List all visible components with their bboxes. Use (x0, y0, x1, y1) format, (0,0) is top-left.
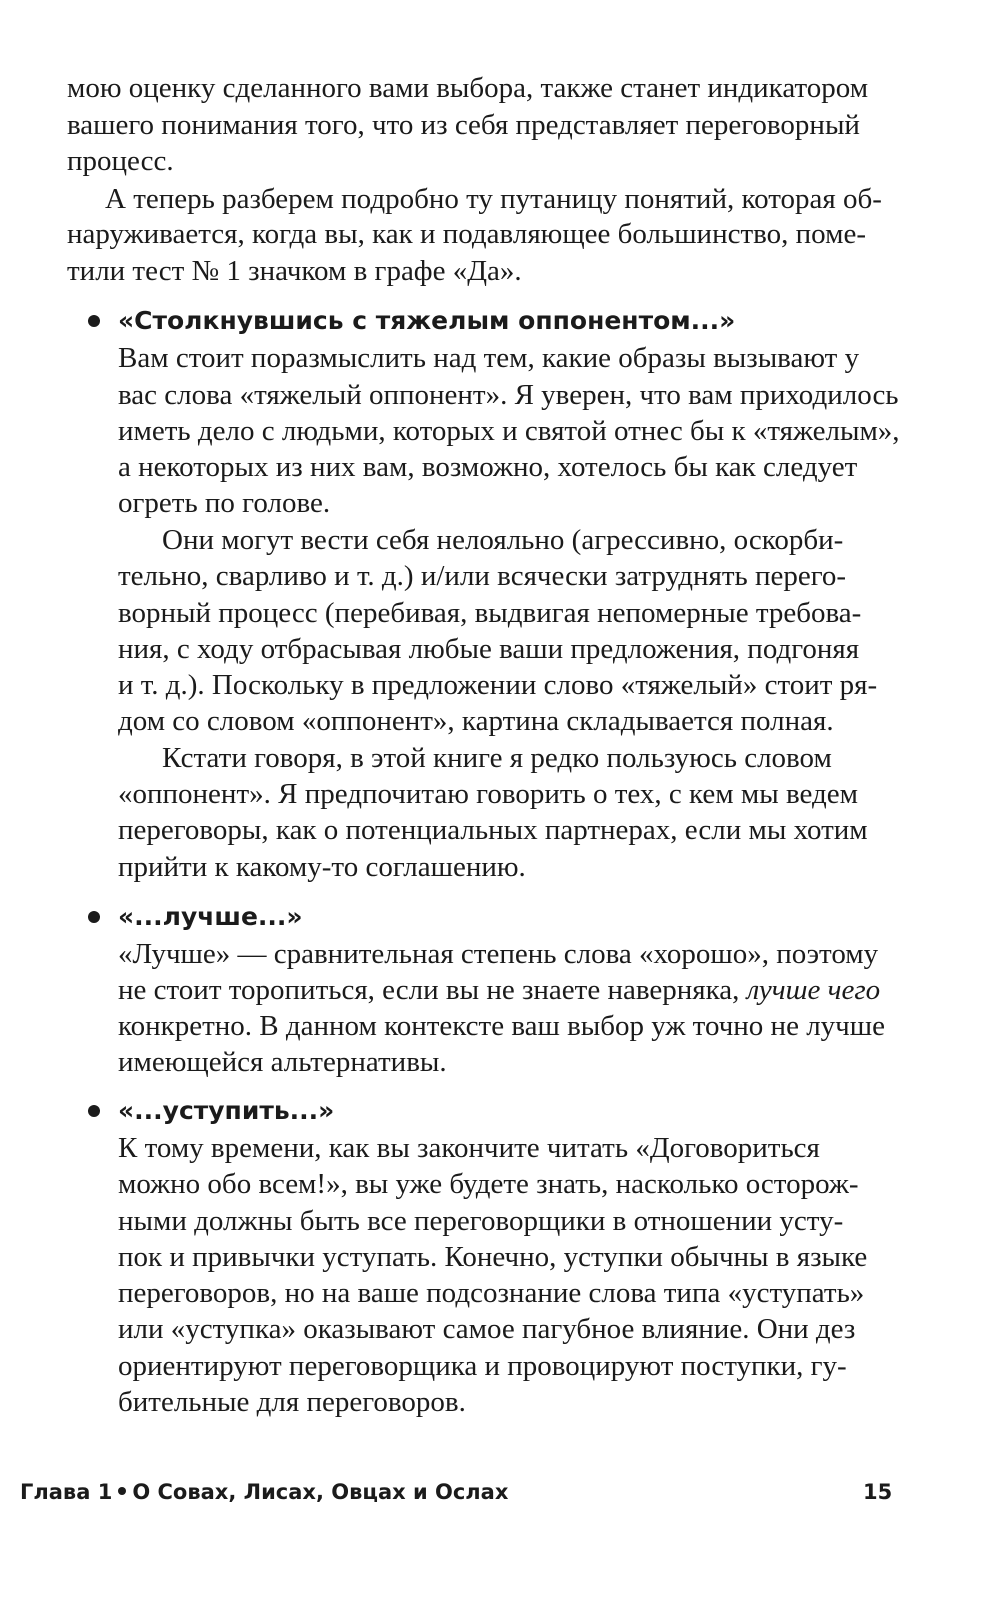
separator-dot-icon (118, 1487, 126, 1495)
text-line: имеющейся альтернативы. (118, 1046, 447, 1078)
text-line: и т. д.). Поскольку в предложении слово «тяжелый» стоит ря- (118, 669, 878, 701)
section-heading: «Столкнувшись с тяжелым оппонентом...» (118, 306, 736, 335)
text-line: мою оценку сделанного вами выбора, также станет индикатором (67, 72, 869, 104)
text-line: вас слова «тяжелый оппонент». Я уверен, что вам приходилось (118, 379, 899, 411)
text-line (118, 972, 880, 1008)
text-line: процесс. (67, 145, 174, 177)
text-line: бительные для переговоров. (118, 1386, 466, 1418)
text-line: переговоров, но на ваше подсознание слова типа «уступать» (118, 1277, 865, 1309)
text-line: ния, с ходу отбрасывая любые ваши предложения, подгоняя (118, 633, 860, 665)
text-line: а некоторых из них вам, возможно, хотелось бы как следует (118, 451, 858, 483)
text-line: иметь дело с людьми, которых и святой отнес бы к «тяжелым», (118, 415, 900, 447)
section-heading: «...лучше...» (118, 902, 303, 931)
text-line: «оппонент». Я предпочитаю говорить о тех, с кем мы ведем (118, 778, 858, 810)
bullet-icon (88, 1105, 100, 1117)
text-line: «Лучше» — сравнительная степень слова «хорошо», поэтому (118, 938, 879, 970)
text-line: прийти к какому-то соглашению. (118, 851, 526, 883)
text-line: ворный процесс (перебивая, выдвигая непомерные требова- (118, 597, 862, 629)
chapter-title: О Совах, Лисах, Овцах и Ослах (132, 1480, 509, 1504)
text-line: К тому времени, как вы закончите читать «Договориться (118, 1132, 820, 1164)
page-number: 15 (863, 1480, 893, 1504)
text-line: ориентируют переговорщика и провоцируют поступки, гу- (118, 1350, 847, 1382)
text-line: Они могут вести себя нелояльно (агрессивно, оскорби- (162, 524, 844, 556)
bullet-icon (88, 315, 100, 327)
running-footer (20, 1478, 508, 1506)
text-line: тили тест № 1 значком в графе «Да». (67, 255, 522, 287)
text-line: огреть по голове. (118, 487, 331, 519)
text-line: пок и привычки уступать. Конечно, уступки обычны в языке (118, 1241, 868, 1273)
bullet-icon (88, 911, 100, 923)
chapter-label: Глава 1 (20, 1480, 113, 1504)
text-line: ными должны быть все переговорщики в отношении усту- (118, 1205, 844, 1237)
text-segment: не стоит торопиться, если вы не знаете наверняка, (118, 974, 747, 1006)
text-line: Вам стоит поразмыслить над тем, какие образы вызывают у (118, 342, 860, 374)
emphasis-text: лучше чего (746, 974, 881, 1006)
text-line: переговоры, как о потенциальных партнерах, если мы хотим (118, 814, 868, 846)
text-line: дом со словом «оппонент», картина складывается полная. (118, 705, 834, 737)
text-line: или «уступка» оказывают самое пагубное влияние. Они дез (118, 1313, 856, 1345)
text-line: конкретно. В данном контексте ваш выбор уж точно не лучше (118, 1010, 885, 1042)
text-line: А теперь разберем подробно ту путаницу понятий, которая об- (105, 183, 882, 215)
text-line: наруживается, когда вы, как и подавляющее большинство, поме- (67, 218, 866, 250)
text-line: можно обо всем!», вы уже будете знать, насколько осторож- (118, 1168, 859, 1200)
text-line: Кстати говоря, в этой книге я редко пользуюсь словом (162, 742, 832, 774)
text-line: вашего понимания того, что из себя представляет переговорный (67, 109, 860, 141)
text-line: тельно, сварливо и т. д.) и/или всячески затруднять перего- (118, 560, 847, 592)
section-heading: «...уступить...» (118, 1096, 335, 1125)
